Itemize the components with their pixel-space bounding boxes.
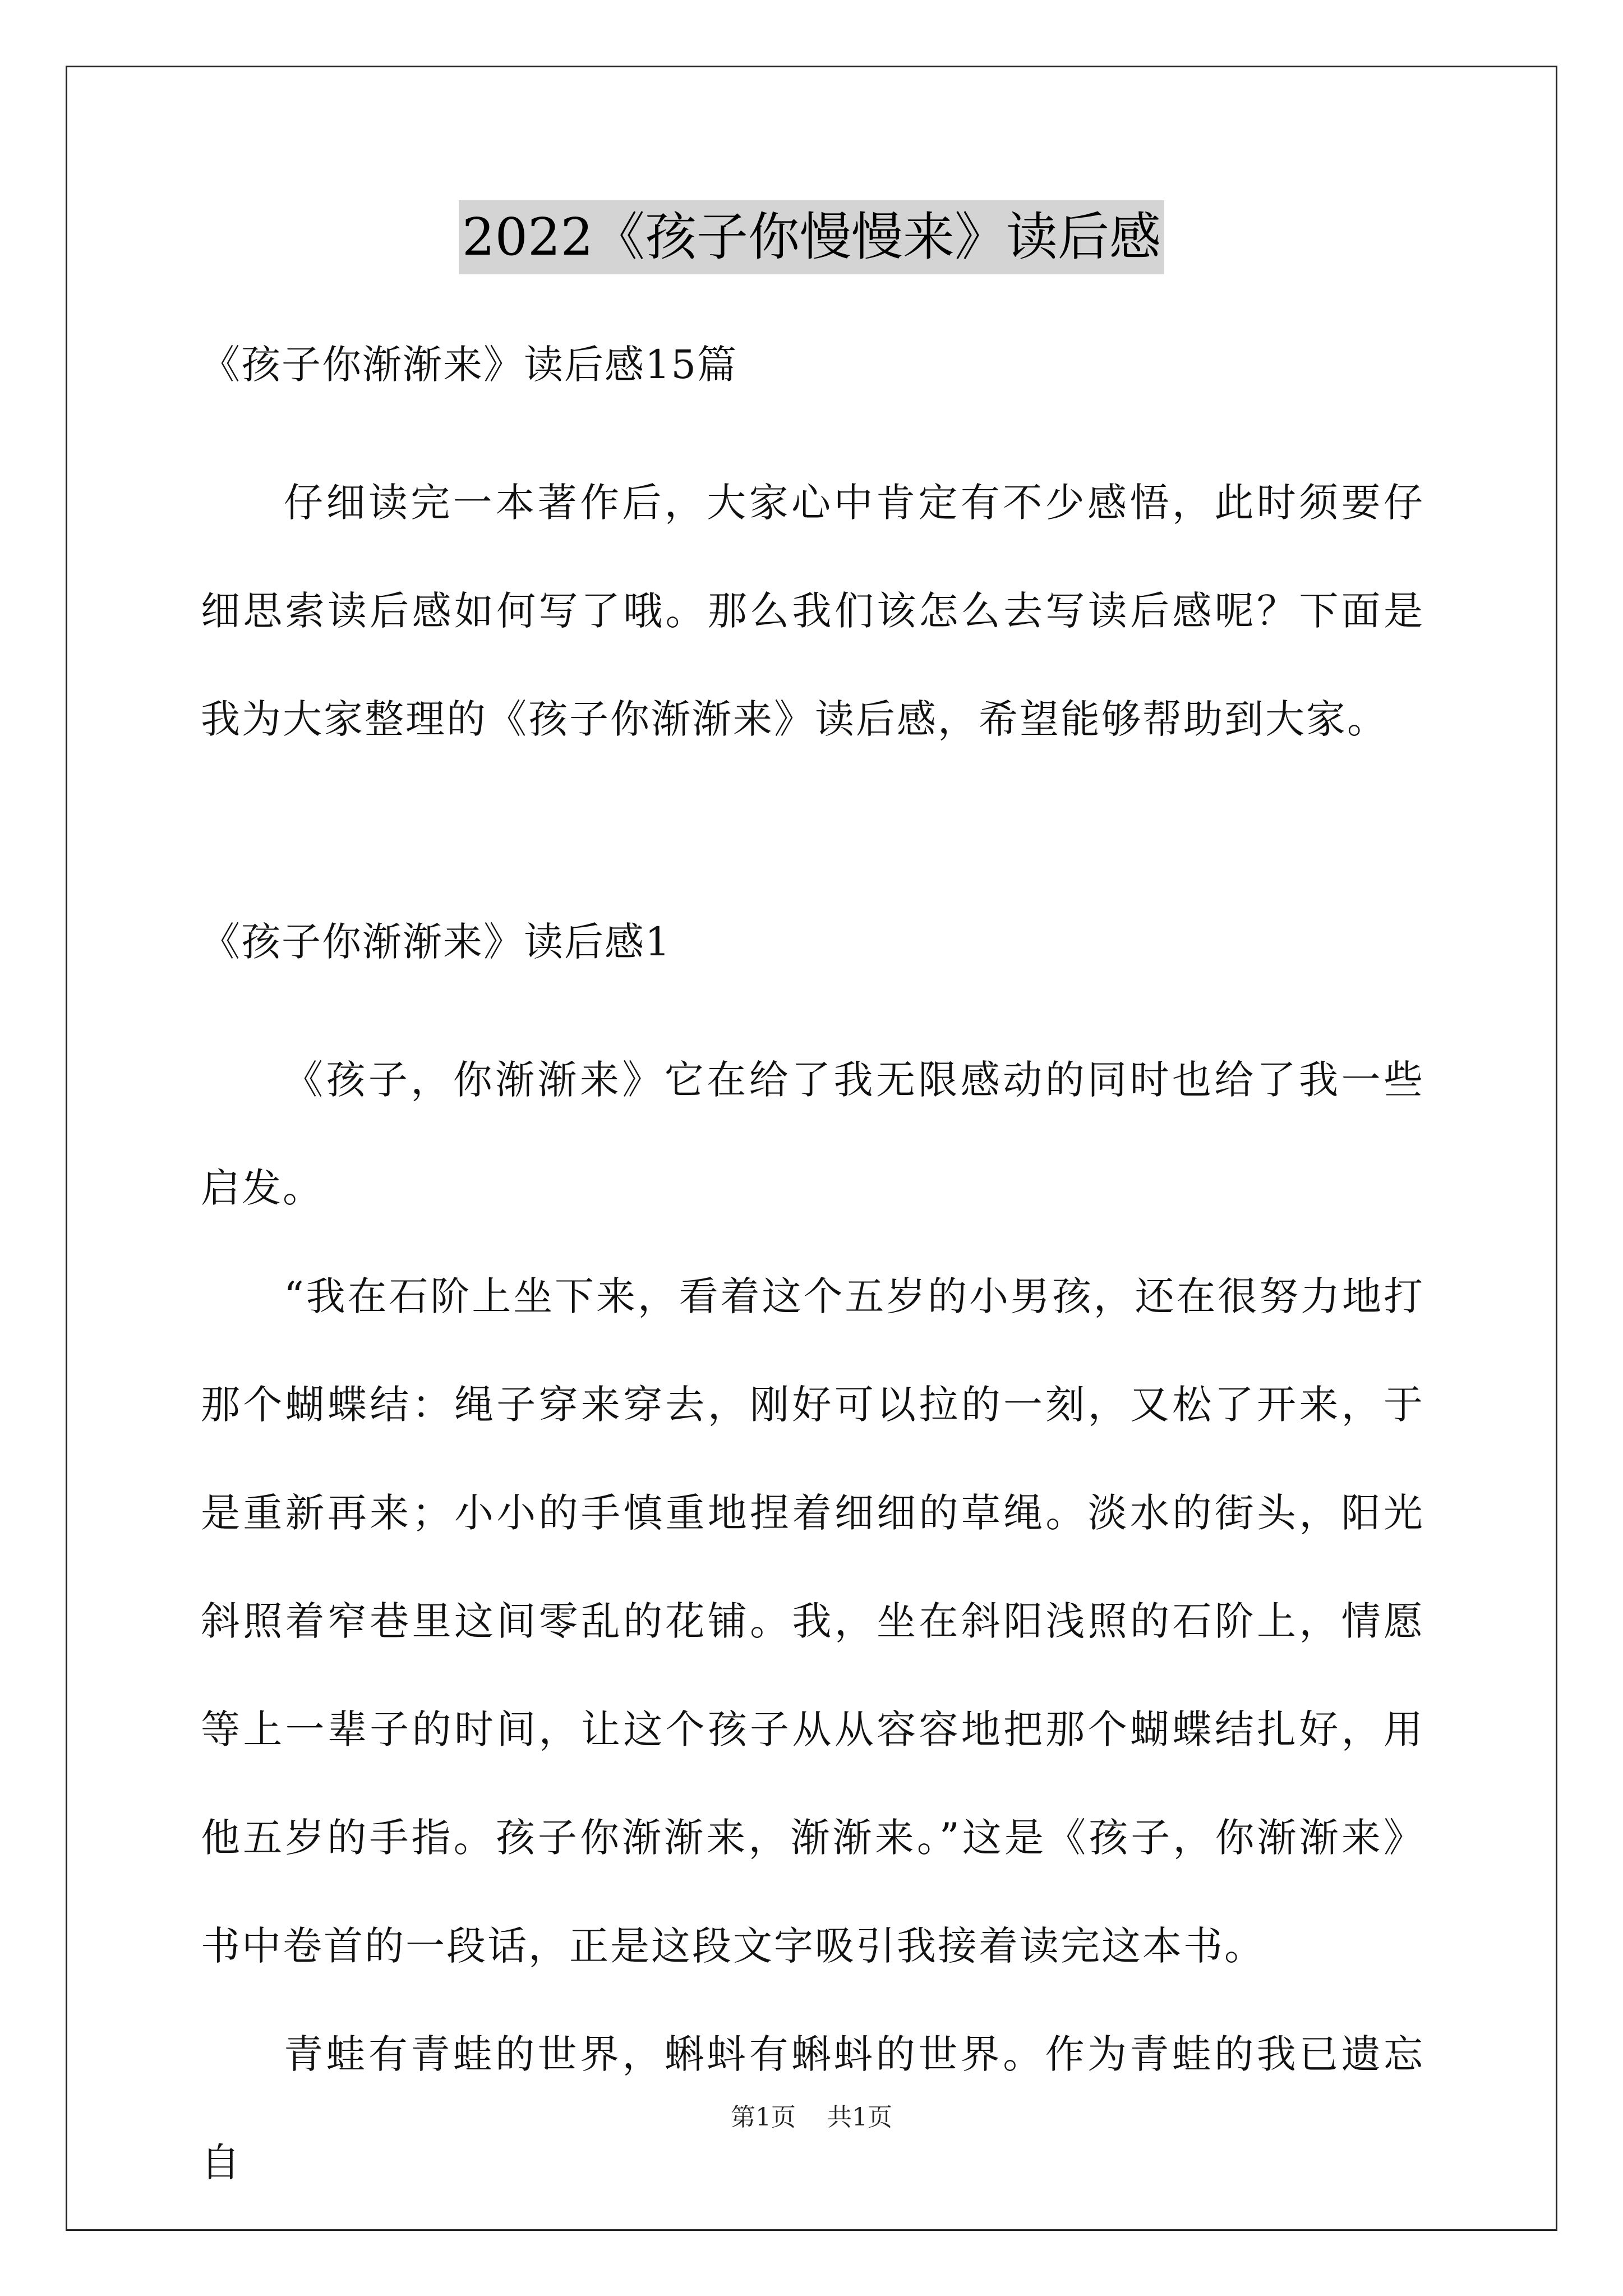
body-paragraph: “我在石阶上坐下来，看着这个五岁的小男孩，还在很努力地打那个蝴蝶结：绳子穿来穿去，刚好可以拉的一刻，又松了开来，于是重新再来；小小的手慎重地捏着细细的草绳。淡水的街头，阳光斜照着窄巷里这间零乱的花铺。我，坐在斜阳浅照的石阶上，情愿等上一辈子的时间，让这个孩子从从容容地把那个蝴蝶结扎好，用他五岁的手指。孩子你渐渐来，渐渐来。”这是《孩子，你渐渐来》书中卷首的一段话，正是这段文字吸引我接着读完这本书。 <box>201 1273 1424 1969</box>
intro-paragraph: 仔细读完一本著作后，大家心中肯定有不少感悟，此时须要仔细思索读后感如何写了哦。那么我们该怎么去写读后感呢？下面是我为大家整理的《孩子你渐渐来》读后感，希望能够帮助到大家。 <box>201 480 1424 742</box>
page-total: 共1页 <box>827 2103 892 2132</box>
document-title: 2022《孩子你慢慢来》读后感 <box>459 200 1164 274</box>
body-paragraph: 《孩子，你渐渐来》它在给了我无限感动的同时也给了我一些启发。 <box>201 1057 1424 1211</box>
page-footer <box>0 2101 1623 2134</box>
subtitle: 《孩子你渐渐来》读后感15篇 <box>201 342 738 388</box>
title-container <box>0 200 1623 274</box>
document-body <box>201 337 1424 2217</box>
section-heading: 《孩子你渐渐来》读后感1 <box>201 919 671 965</box>
body-paragraph: 青蛙有青蛙的世界，蝌蚪有蝌蚪的世界。作为青蛙的我已遗忘自 <box>201 2031 1424 2185</box>
page-number: 第1页 <box>731 2103 796 2132</box>
